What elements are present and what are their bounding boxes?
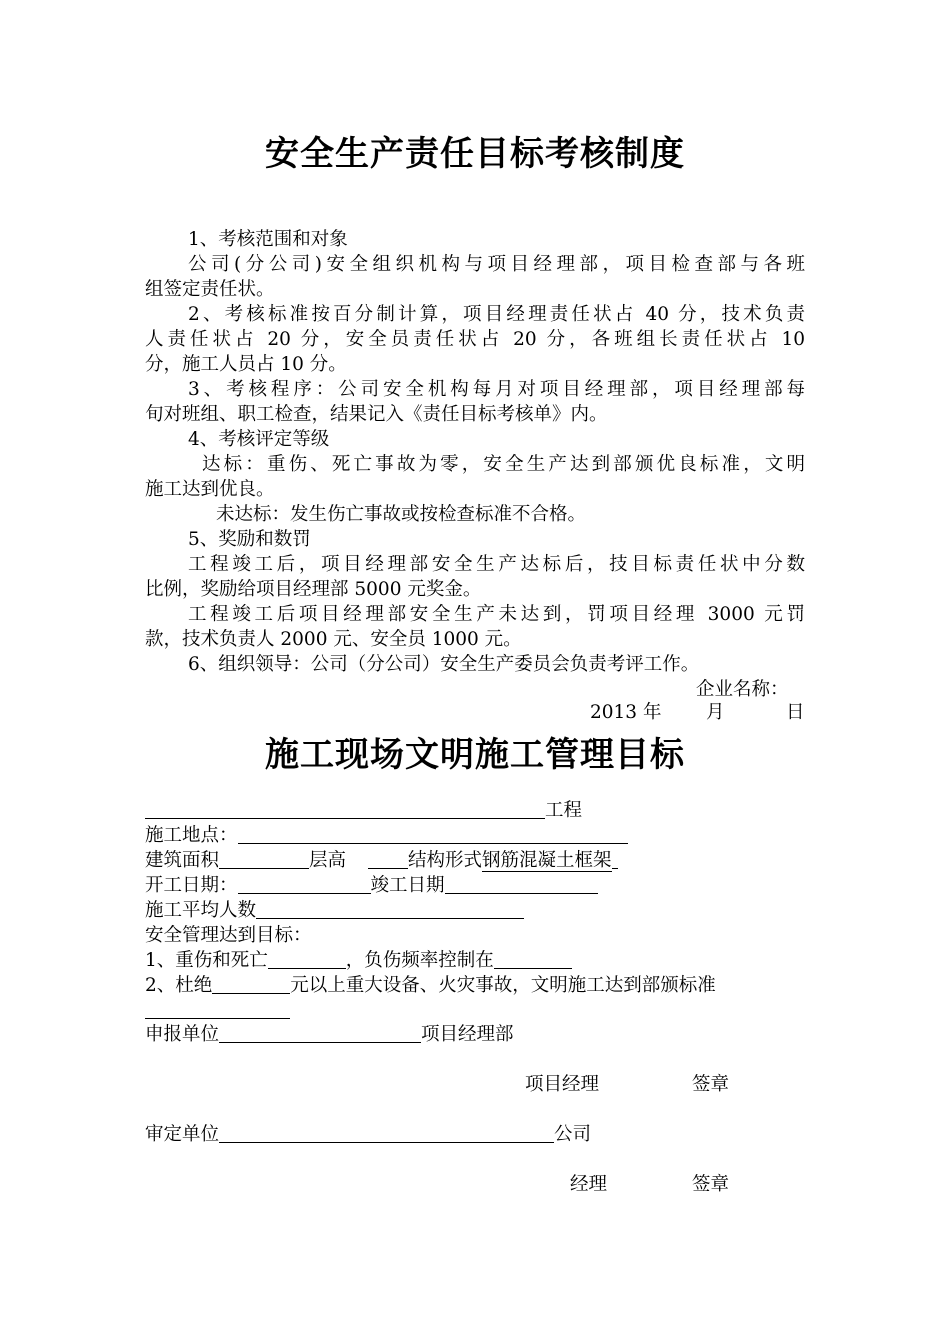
item3-line1: 3、考核程序：公司安全机构每月对项目经理部，项目经理部每 [188,379,805,400]
start-date-field[interactable] [238,873,371,894]
project-name-field[interactable] [145,798,545,819]
item5-penalty-line1: 工程竣工后项目经理部安全生产未达到，罚项目经理 3000 元罚 [188,604,805,625]
item3-line2: 旬对班组、职工检查，结果记入《责任目标考核单》内。 [145,404,608,425]
project-suffix: 工程 [545,800,583,821]
goal2-continuation-row [145,998,290,1023]
item4-pass-line1: 达标：重伤、死亡事故为零，安全生产达到部颁优良标准，文明 [202,454,805,475]
item5-reward-line1: 工程竣工后，项目经理部安全生产达标后，技目标责任状中分数 [188,554,805,575]
review-unit-label: 审定单位 [145,1124,220,1145]
site-field[interactable] [238,823,628,844]
project-manager-label: 项目经理 [525,1074,600,1095]
report-unit-row [145,1022,514,1047]
floors-label: 层高 [309,850,347,871]
area-field[interactable] [219,848,309,869]
item1-body-line2: 组签定责任状。 [145,279,275,300]
report-unit-label: 申报单位 [145,1024,220,1045]
site-label: 施工地点： [145,825,238,846]
goal2-prefix: 2、杜绝 [145,975,213,996]
review-unit-field[interactable] [219,1122,554,1143]
end-date-field[interactable] [445,873,598,894]
date-year: 2013 年 [590,702,662,723]
review-unit-row [145,1122,591,1147]
item2-line3: 分，施工人员占 10 分。 [145,354,347,375]
structure-tail [612,848,618,869]
dates-row [145,873,598,898]
item4-heading: 4、考核评定等级 [188,429,330,450]
area-row [145,848,618,873]
doc2-title: 施工现场文明施工管理目标 [265,735,685,775]
item5-penalty-line2: 款，技术负责人 2000 元、安全员 1000 元。 [145,629,522,650]
manager-label: 经理 [570,1174,608,1195]
review-unit-suffix: 公司 [554,1124,592,1145]
company-name-label: 企业名称： [696,679,789,700]
item5-reward-line2: 比例，奖励给项目经理部 5000 元奖金。 [145,579,482,600]
goal2-standard-field[interactable] [145,998,290,1019]
item6: 6、组织领导：公司（分公司）安全生产委员会负责考评工作。 [188,654,700,675]
doc1-title: 安全生产责任目标考核制度 [265,134,685,174]
item1-body-line1: 公司(分公司)安全组织机构与项目经理部，项目检查部与各班 [188,254,805,275]
end-date-label: 竣工日期 [370,875,445,896]
date-day: 日 [786,702,805,723]
item5-heading: 5、奖励和数罚 [188,529,311,550]
goal1-row [145,948,572,973]
seal1-label: 签章 [692,1074,730,1095]
avg-workers-label: 施工平均人数 [145,900,257,921]
start-date-label: 开工日期： [145,875,238,896]
goal2-suffix: 元以上重大设备、火灾事故，文明施工达到部颁标准 [290,975,716,996]
goal2-amount-field[interactable] [212,973,290,994]
goal1-injury-rate-field[interactable] [494,948,572,969]
item4-fail: 未达标：发生伤亡事故或按检查标准不合格。 [216,504,587,525]
structure-label: 结构形式 [408,850,483,871]
item1-heading: 1、考核范围和对象 [188,229,348,250]
structure-value[interactable]: 钢筋混凝土框架 [482,850,612,871]
item4-pass-line2: 施工达到优良。 [145,479,275,500]
goal1-prefix: 1、重伤和死亡 [145,950,268,971]
item2-line1: 2、考核标准按百分制计算，项目经理责任状占 40 分，技术负责 [188,304,805,325]
date-month: 月 [706,702,725,723]
goal2-row [145,973,716,998]
project-name-row [145,798,582,823]
safety-goal-label: 安全管理达到目标： [145,925,312,946]
site-row [145,823,628,848]
item2-line2: 人责任状占 20 分，安全员责任状占 20 分，各班组长责任状占 10 [145,329,805,350]
area-label: 建筑面积 [145,850,220,871]
report-unit-field[interactable] [219,1022,421,1043]
goal1-fatality-field[interactable] [268,948,346,969]
report-unit-suffix: 项目经理部 [421,1024,514,1045]
floors-field[interactable] [368,848,408,869]
avg-workers-field[interactable] [256,898,524,919]
workers-row [145,898,524,923]
seal2-label: 签章 [692,1174,730,1195]
goal1-middle: ，负伤频率控制在 [345,950,494,971]
